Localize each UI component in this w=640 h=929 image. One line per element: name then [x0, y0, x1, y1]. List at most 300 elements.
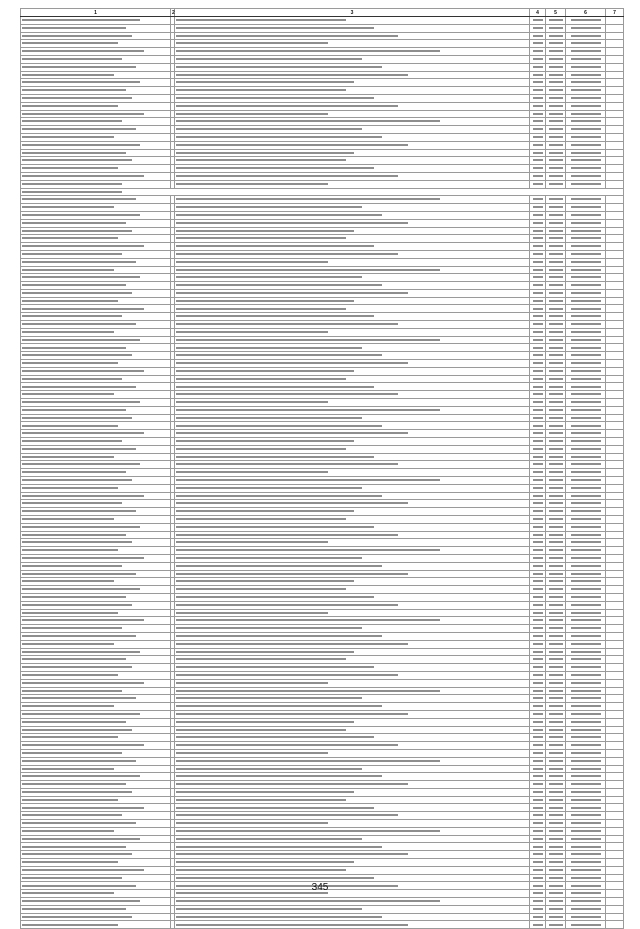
illegible-text-placeholder [533, 237, 543, 239]
row-col-7 [606, 586, 624, 594]
row-col-4 [530, 905, 546, 913]
row-col-6 [566, 718, 606, 726]
illegible-text-placeholder [22, 269, 114, 271]
row-col-6 [566, 656, 606, 664]
table-row [21, 196, 624, 204]
illegible-text-placeholder [549, 222, 563, 224]
illegible-text-placeholder [22, 19, 140, 21]
row-address [21, 289, 171, 297]
row-col-6 [566, 734, 606, 742]
illegible-text-placeholder [22, 736, 118, 738]
illegible-text-placeholder [22, 869, 144, 871]
illegible-text-placeholder [533, 448, 543, 450]
illegible-text-placeholder [549, 35, 563, 37]
illegible-text-placeholder [571, 830, 601, 832]
illegible-text-placeholder [22, 27, 126, 29]
illegible-text-placeholder [549, 588, 563, 590]
illegible-text-placeholder [571, 74, 601, 76]
row-col-4 [530, 266, 546, 274]
illegible-text-placeholder [571, 81, 601, 83]
illegible-text-placeholder [549, 744, 563, 746]
row-col-4 [530, 204, 546, 212]
illegible-text-placeholder [176, 354, 382, 356]
row-col-6 [566, 118, 606, 126]
illegible-text-placeholder [22, 713, 140, 715]
row-col-4 [530, 422, 546, 430]
illegible-text-placeholder [571, 417, 601, 419]
illegible-text-placeholder [533, 658, 543, 660]
row-address [21, 812, 171, 820]
illegible-text-placeholder [533, 300, 543, 302]
row-col-5 [546, 703, 566, 711]
row-work-description [175, 656, 530, 664]
illegible-text-placeholder [549, 393, 563, 395]
illegible-text-placeholder [571, 308, 601, 310]
illegible-text-placeholder [176, 752, 328, 754]
row-col-6 [566, 570, 606, 578]
illegible-text-placeholder [549, 42, 563, 44]
row-col-4 [530, 492, 546, 500]
row-work-description [175, 71, 530, 79]
row-col-5 [546, 679, 566, 687]
table-row [21, 133, 624, 141]
illegible-text-placeholder [176, 744, 398, 746]
table-row [21, 757, 624, 765]
row-work-description [175, 734, 530, 742]
row-col-7 [606, 516, 624, 524]
row-col-5 [546, 71, 566, 79]
row-work-description [175, 547, 530, 555]
illegible-text-placeholder [549, 308, 563, 310]
row-col-6 [566, 94, 606, 102]
row-col-5 [546, 165, 566, 173]
illegible-text-placeholder [533, 674, 543, 676]
row-work-description [175, 710, 530, 718]
row-col-5 [546, 126, 566, 134]
row-col-4 [530, 547, 546, 555]
row-work-description [175, 570, 530, 578]
illegible-text-placeholder [22, 619, 144, 621]
table-row [21, 157, 624, 165]
illegible-text-placeholder [22, 814, 122, 816]
illegible-text-placeholder [549, 440, 563, 442]
row-col-6 [566, 586, 606, 594]
illegible-text-placeholder [176, 619, 440, 621]
row-col-7 [606, 243, 624, 251]
illegible-text-placeholder [22, 191, 122, 193]
row-col-4 [530, 165, 546, 173]
row-address [21, 321, 171, 329]
row-col-6 [566, 55, 606, 63]
illegible-text-placeholder [176, 66, 382, 68]
row-col-7 [606, 375, 624, 383]
illegible-text-placeholder [533, 619, 543, 621]
illegible-text-placeholder [549, 152, 563, 154]
illegible-text-placeholder [549, 541, 563, 543]
row-address [21, 851, 171, 859]
illegible-text-placeholder [533, 269, 543, 271]
row-work-description [175, 671, 530, 679]
illegible-text-placeholder [571, 471, 601, 473]
row-col-6 [566, 866, 606, 874]
illegible-text-placeholder [571, 409, 601, 411]
illegible-text-placeholder [176, 518, 346, 520]
illegible-text-placeholder [22, 612, 118, 614]
row-address [21, 126, 171, 134]
illegible-text-placeholder [176, 822, 328, 824]
illegible-text-placeholder [549, 775, 563, 777]
illegible-text-placeholder [22, 323, 136, 325]
table-row [21, 118, 624, 126]
row-col-4 [530, 562, 546, 570]
row-work-description [175, 788, 530, 796]
row-col-7 [606, 913, 624, 921]
row-col-7 [606, 126, 624, 134]
row-work-description [175, 586, 530, 594]
row-col-4 [530, 913, 546, 921]
row-col-5 [546, 578, 566, 586]
table-row [21, 648, 624, 656]
row-address [21, 391, 171, 399]
row-col-5 [546, 453, 566, 461]
row-col-5 [546, 430, 566, 438]
illegible-text-placeholder [22, 152, 126, 154]
row-col-6 [566, 905, 606, 913]
illegible-text-placeholder [571, 66, 601, 68]
illegible-text-placeholder [22, 58, 122, 60]
illegible-text-placeholder [549, 604, 563, 606]
row-address [21, 63, 171, 71]
illegible-text-placeholder [549, 425, 563, 427]
row-col-4 [530, 63, 546, 71]
illegible-text-placeholder [549, 510, 563, 512]
row-col-4 [530, 640, 546, 648]
illegible-text-placeholder [176, 253, 398, 255]
illegible-text-placeholder [533, 432, 543, 434]
row-col-7 [606, 492, 624, 500]
row-col-6 [566, 235, 606, 243]
row-address [21, 625, 171, 633]
row-col-7 [606, 648, 624, 656]
table-row [21, 63, 624, 71]
table-row [21, 94, 624, 102]
table-row [21, 812, 624, 820]
row-col-6 [566, 406, 606, 414]
row-col-5 [546, 788, 566, 796]
illegible-text-placeholder [176, 635, 382, 637]
illegible-text-placeholder [571, 814, 601, 816]
illegible-text-placeholder [176, 448, 346, 450]
row-work-description [175, 898, 530, 906]
row-address [21, 781, 171, 789]
row-col-5 [546, 383, 566, 391]
row-col-7 [606, 118, 624, 126]
illegible-text-placeholder [533, 97, 543, 99]
table-row [21, 898, 624, 906]
row-col-6 [566, 827, 606, 835]
row-col-5 [546, 180, 566, 188]
row-col-4 [530, 172, 546, 180]
illegible-text-placeholder [533, 284, 543, 286]
table-row [21, 781, 624, 789]
illegible-text-placeholder [571, 518, 601, 520]
row-col-7 [606, 695, 624, 703]
row-col-5 [546, 102, 566, 110]
illegible-text-placeholder [533, 877, 543, 879]
illegible-text-placeholder [533, 471, 543, 473]
illegible-text-placeholder [533, 175, 543, 177]
illegible-text-placeholder [22, 924, 118, 926]
row-col-7 [606, 703, 624, 711]
illegible-text-placeholder [549, 487, 563, 489]
row-work-description [175, 383, 530, 391]
illegible-text-placeholder [22, 105, 118, 107]
row-col-5 [546, 866, 566, 874]
row-col-7 [606, 289, 624, 297]
illegible-text-placeholder [22, 580, 114, 582]
illegible-text-placeholder [571, 183, 601, 185]
row-work-description [175, 617, 530, 625]
row-address [21, 617, 171, 625]
illegible-text-placeholder [549, 323, 563, 325]
illegible-text-placeholder [549, 729, 563, 731]
illegible-text-placeholder [22, 658, 126, 660]
illegible-text-placeholder [549, 658, 563, 660]
illegible-text-placeholder [571, 869, 601, 871]
illegible-text-placeholder [549, 66, 563, 68]
illegible-text-placeholder [549, 214, 563, 216]
row-address [21, 352, 171, 360]
row-col-6 [566, 788, 606, 796]
row-address [21, 757, 171, 765]
row-work-description [175, 804, 530, 812]
illegible-text-placeholder [176, 916, 382, 918]
row-col-5 [546, 804, 566, 812]
row-col-4 [530, 48, 546, 56]
illegible-text-placeholder [571, 526, 601, 528]
illegible-text-placeholder [176, 838, 362, 840]
illegible-text-placeholder [533, 440, 543, 442]
illegible-text-placeholder [533, 580, 543, 582]
illegible-text-placeholder [533, 81, 543, 83]
row-work-description [175, 118, 530, 126]
row-col-7 [606, 749, 624, 757]
illegible-text-placeholder [176, 705, 382, 707]
row-col-6 [566, 438, 606, 446]
row-address [21, 539, 171, 547]
illegible-text-placeholder [571, 35, 601, 37]
row-work-description [175, 352, 530, 360]
illegible-text-placeholder [22, 635, 136, 637]
row-address [21, 40, 171, 48]
row-col-6 [566, 196, 606, 204]
row-col-6 [566, 383, 606, 391]
table-row [21, 492, 624, 500]
illegible-text-placeholder [176, 35, 398, 37]
table-row [21, 297, 624, 305]
illegible-text-placeholder [549, 721, 563, 723]
row-col-7 [606, 710, 624, 718]
row-col-6 [566, 17, 606, 25]
illegible-text-placeholder [571, 760, 601, 762]
illegible-text-placeholder [22, 292, 132, 294]
illegible-text-placeholder [549, 580, 563, 582]
illegible-text-placeholder [22, 877, 122, 879]
illegible-text-placeholder [571, 378, 601, 380]
row-col-5 [546, 601, 566, 609]
row-col-5 [546, 266, 566, 274]
illegible-text-placeholder [533, 744, 543, 746]
illegible-text-placeholder [176, 74, 408, 76]
row-work-description [175, 820, 530, 828]
row-col-6 [566, 781, 606, 789]
illegible-text-placeholder [22, 690, 122, 692]
illegible-text-placeholder [549, 315, 563, 317]
illegible-text-placeholder [22, 526, 140, 528]
illegible-text-placeholder [22, 456, 114, 458]
illegible-text-placeholder [571, 222, 601, 224]
row-col-4 [530, 406, 546, 414]
table-row [21, 336, 624, 344]
table-row [21, 508, 624, 516]
illegible-text-placeholder [571, 908, 601, 910]
illegible-text-placeholder [533, 853, 543, 855]
illegible-text-placeholder [571, 292, 601, 294]
row-col-7 [606, 539, 624, 547]
row-col-4 [530, 664, 546, 672]
row-col-7 [606, 500, 624, 508]
illegible-text-placeholder [533, 682, 543, 684]
illegible-text-placeholder [22, 401, 140, 403]
illegible-text-placeholder [22, 604, 132, 606]
illegible-text-placeholder [571, 916, 601, 918]
works-table [20, 8, 624, 929]
illegible-text-placeholder [176, 175, 398, 177]
illegible-text-placeholder [22, 206, 114, 208]
illegible-text-placeholder [176, 284, 382, 286]
row-col-6 [566, 321, 606, 329]
illegible-text-placeholder [22, 417, 132, 419]
row-col-4 [530, 523, 546, 531]
illegible-text-placeholder [22, 807, 144, 809]
row-col-7 [606, 804, 624, 812]
row-col-7 [606, 235, 624, 243]
illegible-text-placeholder [571, 19, 601, 21]
illegible-text-placeholder [533, 643, 543, 645]
row-col-5 [546, 445, 566, 453]
row-col-6 [566, 648, 606, 656]
illegible-text-placeholder [533, 518, 543, 520]
illegible-text-placeholder [571, 425, 601, 427]
row-address [21, 344, 171, 352]
illegible-text-placeholder [533, 19, 543, 21]
row-address [21, 554, 171, 562]
illegible-text-placeholder [176, 487, 362, 489]
illegible-text-placeholder [549, 619, 563, 621]
row-col-4 [530, 126, 546, 134]
row-col-5 [546, 516, 566, 524]
illegible-text-placeholder [571, 456, 601, 458]
table-row [21, 703, 624, 711]
row-col-7 [606, 874, 624, 882]
row-col-7 [606, 578, 624, 586]
row-address [21, 874, 171, 882]
row-col-6 [566, 48, 606, 56]
row-col-5 [546, 617, 566, 625]
illegible-text-placeholder [549, 791, 563, 793]
illegible-text-placeholder [549, 908, 563, 910]
illegible-text-placeholder [533, 612, 543, 614]
row-work-description [175, 48, 530, 56]
row-col-4 [530, 477, 546, 485]
illegible-text-placeholder [22, 908, 126, 910]
row-col-5 [546, 406, 566, 414]
row-col-6 [566, 640, 606, 648]
row-address [21, 414, 171, 422]
row-address [21, 438, 171, 446]
illegible-text-placeholder [176, 713, 408, 715]
row-col-6 [566, 500, 606, 508]
row-col-7 [606, 827, 624, 835]
row-col-6 [566, 344, 606, 352]
row-col-5 [546, 687, 566, 695]
row-work-description [175, 406, 530, 414]
illegible-text-placeholder [22, 775, 140, 777]
illegible-text-placeholder [571, 588, 601, 590]
row-col-7 [606, 531, 624, 539]
table-row [21, 609, 624, 617]
row-col-4 [530, 375, 546, 383]
row-col-7 [606, 523, 624, 531]
illegible-text-placeholder [549, 97, 563, 99]
row-col-5 [546, 773, 566, 781]
row-col-5 [546, 664, 566, 672]
illegible-text-placeholder [22, 573, 136, 575]
illegible-text-placeholder [571, 393, 601, 395]
illegible-text-placeholder [533, 869, 543, 871]
row-col-5 [546, 539, 566, 547]
row-work-description [175, 773, 530, 781]
row-col-6 [566, 523, 606, 531]
illegible-text-placeholder [571, 42, 601, 44]
row-col-5 [546, 484, 566, 492]
illegible-text-placeholder [22, 674, 118, 676]
row-col-7 [606, 102, 624, 110]
illegible-text-placeholder [176, 152, 354, 154]
illegible-text-placeholder [549, 814, 563, 816]
row-col-4 [530, 796, 546, 804]
illegible-text-placeholder [571, 113, 601, 115]
table-row [21, 695, 624, 703]
row-col-4 [530, 516, 546, 524]
row-col-5 [546, 305, 566, 313]
row-address [21, 266, 171, 274]
row-col-4 [530, 461, 546, 469]
row-col-5 [546, 820, 566, 828]
illegible-text-placeholder [22, 136, 114, 138]
table-row [21, 718, 624, 726]
row-col-4 [530, 656, 546, 664]
row-col-5 [546, 157, 566, 165]
illegible-text-placeholder [549, 284, 563, 286]
illegible-text-placeholder [176, 853, 408, 855]
illegible-text-placeholder [571, 690, 601, 692]
illegible-text-placeholder [533, 159, 543, 161]
row-address [21, 586, 171, 594]
row-address [21, 196, 171, 204]
illegible-text-placeholder [549, 799, 563, 801]
row-col-7 [606, 625, 624, 633]
